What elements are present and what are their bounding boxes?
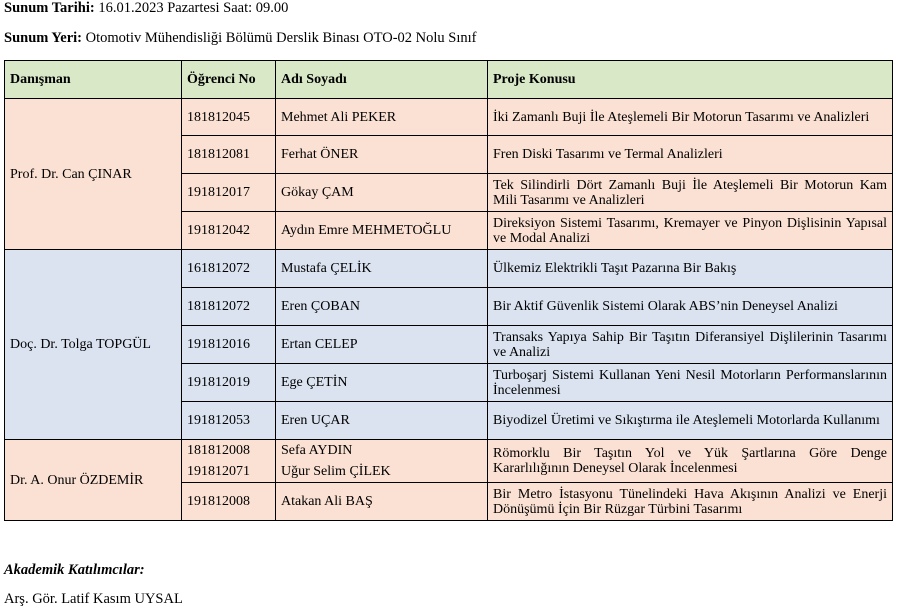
academic-participants-title: Akademik Katılımcılar: <box>4 562 145 578</box>
student-no-cell: 181812081 <box>182 136 276 174</box>
academic-participant-name: Arş. Gör. Latif Kasım UYSAL <box>4 591 183 607</box>
project-topic-cell: Römorklu Bir Taşıtın Yol ve Yük Şartlarına Göre Denge Kararlılığının Deneysel Olarak İncelenmesi <box>488 440 893 483</box>
student-name-cell: Ege ÇETİN <box>276 364 488 402</box>
student-name: Uğur Selim ÇİLEK <box>281 464 391 479</box>
student-no-cell: 161812072 <box>182 250 276 288</box>
project-topic-cell: Bir Aktif Güvenlik Sistemi Olarak ABS’nin Deneysel Analizi <box>488 288 893 326</box>
place-label: Sunum Yeri: <box>4 30 83 46</box>
student-name-cell <box>276 440 488 483</box>
student-no-cell <box>182 440 276 483</box>
student-no-cell: 191812017 <box>182 174 276 212</box>
project-topic-cell: Turboşarj Sistemi Kullanan Yeni Nesil Motorların Performanslarının İncelenmesi <box>488 364 893 402</box>
advisor-cell: Doç. Dr. Tolga TOPGÜL <box>5 250 182 440</box>
student-name-cell: Aydın Emre MEHMETOĞLU <box>276 212 488 250</box>
advisor-cell: Prof. Dr. Can ÇINAR <box>5 99 182 250</box>
header-advisor: Danışman <box>5 61 182 99</box>
presentation-date-line <box>4 0 288 17</box>
header-name: Adı Soyadı <box>276 61 488 99</box>
student-no: 181812008 <box>187 443 250 458</box>
student-name: Sefa AYDIN <box>281 443 353 458</box>
project-topic-cell: Biyodizel Üretimi ve Sıkıştırma ile Ateşlemeli Motorlarda Kullanımı <box>488 402 893 440</box>
header-student-no: Öğrenci No <box>182 61 276 99</box>
table-header-row <box>5 61 893 99</box>
project-topic-cell: Tek Silindirli Dört Zamanlı Buji İle Ateşlemeli Bir Motorun Kam Mili Tasarımı ve Analizleri <box>488 174 893 212</box>
table-row <box>5 250 893 288</box>
presentation-schedule-table <box>4 60 893 521</box>
place-value: Otomotiv Mühendisliği Bölümü Derslik Binası OTO-02 Nolu Sınıf <box>85 30 477 46</box>
header-topic: Proje Konusu <box>488 61 893 99</box>
project-topic-cell: Direksiyon Sistemi Tasarımı, Kremayer ve Pinyon Dişlisinin Yapısal ve Modal Analizi <box>488 212 893 250</box>
student-no-cell: 191812016 <box>182 326 276 364</box>
date-value: 16.01.2023 Pazartesi Saat: 09.00 <box>98 0 289 16</box>
advisor-cell: Dr. A. Onur ÖZDEMİR <box>5 440 182 521</box>
presentation-place-line <box>4 30 476 47</box>
table-row <box>5 99 893 136</box>
table-row <box>5 440 893 483</box>
student-name-cell: Mehmet Ali PEKER <box>276 99 488 136</box>
project-topic-cell: Transaks Yapıya Sahip Bir Taşıtın Diferansiyel Dişlilerinin Tasarımı ve Analizi <box>488 326 893 364</box>
student-no-cell: 191812053 <box>182 402 276 440</box>
student-name-cell: Eren ÇOBAN <box>276 288 488 326</box>
student-no-cell: 181812045 <box>182 99 276 136</box>
project-topic-cell: Bir Metro İstasyonu Tünelindeki Hava Akışının Analizi ve Enerji Dönüşümü İçin Bir Rüzgar Türbini Tasarımı <box>488 483 893 521</box>
student-no: 191812071 <box>187 464 250 479</box>
project-topic-cell: Fren Diski Tasarımı ve Termal Analizleri <box>488 136 893 174</box>
date-label: Sunum Tarihi: <box>4 0 95 16</box>
student-no-cell: 191812042 <box>182 212 276 250</box>
student-name-cell: Gökay ÇAM <box>276 174 488 212</box>
student-name-cell: Atakan Ali BAŞ <box>276 483 488 521</box>
project-topic-cell: Ülkemiz Elektrikli Taşıt Pazarına Bir Bakış <box>488 250 893 288</box>
student-name-cell: Eren UÇAR <box>276 402 488 440</box>
student-no-cell: 181812072 <box>182 288 276 326</box>
student-name-cell: Mustafa ÇELİK <box>276 250 488 288</box>
student-name-cell: Ferhat ÖNER <box>276 136 488 174</box>
student-no-cell: 191812008 <box>182 483 276 521</box>
student-no-cell: 191812019 <box>182 364 276 402</box>
project-topic-cell: İki Zamanlı Buji İle Ateşlemeli Bir Motorun Tasarımı ve Analizleri <box>488 99 893 136</box>
student-name-cell: Ertan CELEP <box>276 326 488 364</box>
